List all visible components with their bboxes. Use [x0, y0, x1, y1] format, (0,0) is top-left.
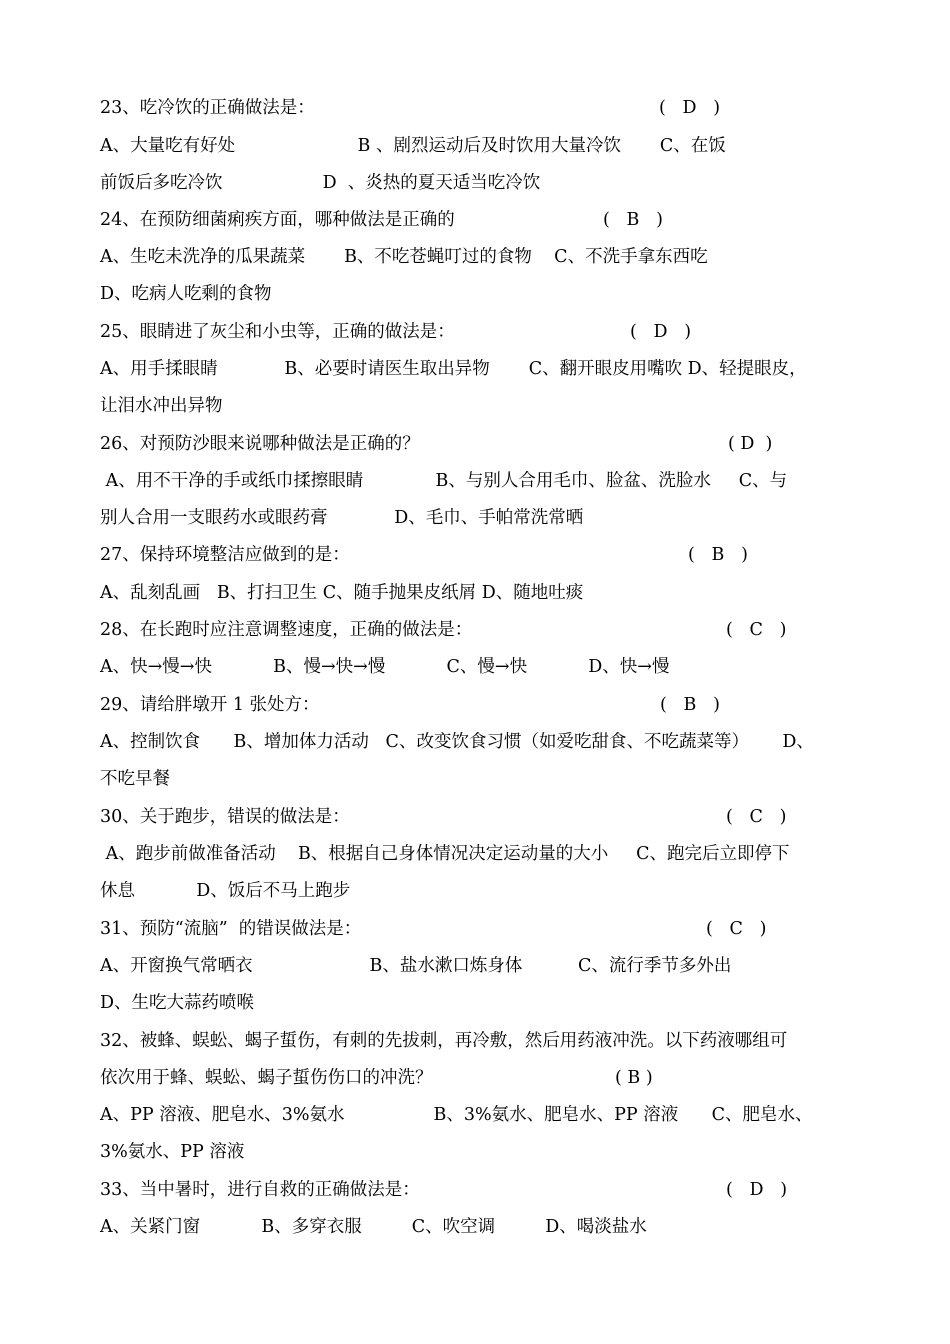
question-23-stem: 23、吃冷饮的正确做法是：	[100, 98, 315, 118]
answer-32: ( B )	[615, 1068, 653, 1088]
question-32-options: 3%氨水、PP 溶液	[100, 1142, 245, 1162]
question-24-stem: 24、在预防细菌痢疾方面，哪种做法是正确的	[100, 210, 455, 230]
question-29-options: 不吃早餐	[100, 769, 170, 789]
answer-28: ( C )	[726, 620, 787, 640]
question-27-stem: 27、保持环境整洁应做到的是：	[100, 545, 350, 565]
question-33-stem: 33、当中暑时，进行自救的正确做法是：	[100, 1180, 420, 1200]
question-29-stem: 29、请给胖墩开 1 张处方：	[100, 695, 320, 715]
answer-25: ( D )	[630, 322, 692, 342]
answer-23: ( D )	[659, 98, 721, 118]
question-23-options: 前饭后多吃冷饮 D 、炎热的夏天适当吃冷饮	[100, 173, 541, 193]
question-28-options: A、快→慢→快 B、慢→快→慢 C、慢→快 D、快→慢	[100, 657, 670, 677]
question-29-options: A、控制饮食 B、增加体力活动 C、改变饮食习惯（如爱吃甜食、不吃蔬菜等） D、	[100, 732, 814, 752]
question-31-options: D、生吃大蒜药喷喉	[100, 993, 255, 1013]
question-26-options: 别人合用一支眼药水或眼药膏 D、毛巾、手帕常洗常晒	[100, 508, 584, 528]
question-25-options: A、用手揉眼睛 B、必要时请医生取出异物 C、翻开眼皮用嘴吹 D、轻提眼皮，	[100, 359, 807, 379]
question-26-options: A、用不干净的手或纸巾揉擦眼睛 B、与别人合用毛巾、脸盆、洗脸水 C、与	[100, 471, 788, 491]
question-25-stem: 25、眼睛进了灰尘和小虫等，正确的做法是：	[100, 322, 455, 342]
question-28-stem: 28、在长跑时应注意调整速度，正确的做法是：	[100, 620, 473, 640]
answer-31: ( C )	[706, 919, 767, 939]
question-25-options: 让泪水冲出异物	[100, 396, 223, 416]
question-32-stem: 依次用于蜂、蜈蚣、蝎子蜇伤伤口的冲洗？	[100, 1068, 433, 1088]
question-33-options: A、关紧门窗 B、多穿衣服 C、吹空调 D、喝淡盐水	[100, 1217, 647, 1237]
question-24-options: D、吃病人吃剩的食物	[100, 284, 272, 304]
answer-26: ( D )	[728, 434, 773, 454]
question-31-options: A、开窗换气常晒衣 B、盐水漱口炼身体 C、流行季节多外出	[100, 956, 732, 976]
answer-29: ( B )	[660, 695, 720, 715]
question-26-stem: 26、对预防沙眼来说哪种做法是正确的？	[100, 434, 420, 454]
answer-30: ( C )	[726, 807, 787, 827]
answer-24: ( B )	[603, 210, 663, 230]
question-31-stem: 31、预防“流脑” 的错误做法是：	[100, 919, 362, 939]
question-30-options: 休息 D、饭后不马上跑步	[100, 881, 351, 901]
question-24-options: A、生吃未洗净的瓜果蔬菜 B、不吃苍蝇叮过的食物 C、不洗手拿东西吃	[100, 247, 708, 267]
answer-33: ( D )	[726, 1180, 788, 1200]
question-27-options: A、乱刻乱画 B、打扫卫生 C、随手抛果皮纸屑 D、随地吐痰	[100, 583, 584, 603]
question-30-options: A、跑步前做准备活动 B、根据自己身体情况决定运动量的大小 C、跑完后立即停下	[100, 844, 790, 864]
question-30-stem: 30、关于跑步，错误的做法是：	[100, 807, 350, 827]
question-32-stem: 32、被蜂、蜈蚣、蝎子蜇伤，有刺的先拔刺，再冷敷，然后用药液冲洗。以下药液哪组可	[100, 1031, 788, 1051]
answer-27: ( B )	[688, 545, 748, 565]
question-23-options: A、大量吃有好处 B 、剧烈运动后及时饮用大量冷饮 C、在饭	[100, 136, 726, 156]
question-32-options: A、PP 溶液、肥皂水、3%氨水 B、3%氨水、肥皂水、PP 溶液 C、肥皂水、	[100, 1105, 813, 1125]
